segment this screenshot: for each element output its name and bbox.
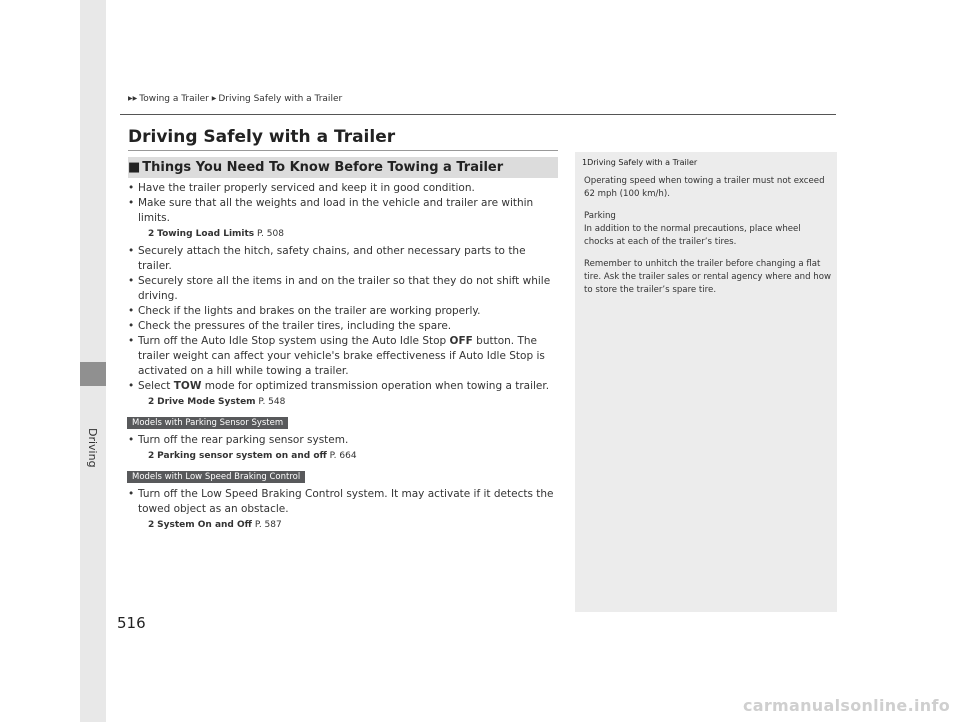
reference-title: Parking sensor system on and off: [157, 451, 327, 461]
page-title: Driving Safely with a Trailer: [128, 127, 396, 147]
model-badge-parking-sensor: Models with Parking Sensor System: [127, 417, 288, 429]
chapter-tab: [80, 0, 106, 722]
reference-page: P. 508: [254, 229, 284, 239]
reference-title: System On and Off: [157, 520, 252, 530]
tow-text-after: mode for optimized transmission operation when towing a trailer.: [201, 380, 550, 392]
list-item-auto-idle-stop: [128, 334, 562, 379]
reference-title: Towing Load Limits: [157, 229, 255, 239]
breadcrumb-item-towing[interactable]: Towing a Trailer: [139, 94, 209, 104]
model-badge-low-speed-braking: Models with Low Speed Braking Control: [127, 471, 305, 483]
reference-icon: 2: [148, 397, 155, 407]
section-heading: [128, 157, 558, 178]
breadcrumb: [128, 94, 342, 104]
reference-title: Drive Mode System: [157, 397, 256, 407]
cross-reference-parking-sensor[interactable]: [128, 449, 562, 463]
list-item: • Turn off the rear parking sensor system.: [128, 433, 562, 448]
square-bullet-icon: ■: [128, 160, 141, 175]
reference-icon: 2: [148, 451, 155, 461]
reference-icon: 2: [148, 520, 155, 530]
list-item: • Check the pressures of the trailer tires, including the spare.: [128, 319, 562, 334]
note-icon: 1: [582, 158, 588, 167]
reference-icon: 2: [148, 229, 155, 239]
list-item: • Securely store all the items in and on the trailer so that they do not shift while driving.: [128, 274, 562, 304]
list-item: • Securely attach the hitch, safety chains, and other necessary parts to the trailer.: [128, 244, 562, 274]
idle-stop-text-before: Turn off the Auto Idle Stop system using the Auto Idle Stop: [138, 335, 450, 347]
note-subheading: Parking: [584, 211, 616, 221]
reference-page: P. 587: [251, 520, 282, 530]
list-item: • Make sure that all the weights and load in the vehicle and trailer are within limits.: [128, 196, 562, 226]
header-rule: [120, 114, 836, 115]
tow-mode-label: TOW: [173, 380, 202, 392]
watermark: carmanualsonline.info: [742, 696, 950, 715]
breadcrumb-arrow-icon: ▶: [211, 95, 217, 102]
list-item: • Turn off the Low Speed Braking Control system. It may activate if it detects the towed object as an obstacle.: [128, 487, 562, 517]
note-paragraph: In addition to the normal precautions, place wheel chocks at each of the trailer’s tires.: [584, 224, 801, 247]
note-heading: [582, 158, 697, 167]
chapter-label: Driving: [86, 428, 99, 468]
page-number: 516: [117, 614, 146, 632]
cross-reference-drive-mode-system[interactable]: [128, 395, 562, 409]
list-item: • Have the trailer properly serviced and keep it in good condition.: [128, 181, 562, 196]
note-paragraph: Operating speed when towing a trailer must not exceed 62 mph (100 km/h).: [584, 176, 825, 199]
list-item-tow-mode: [128, 379, 562, 394]
idle-stop-text-after: button. The trailer weight can affect your vehicle's brake effectiveness if Auto Idle Stop is activated on a hill while towing a trailer.: [138, 335, 545, 377]
off-button-label: OFF: [449, 335, 473, 347]
reference-page: P. 548: [255, 397, 286, 407]
note-heading-text: Driving Safely with a Trailer: [587, 158, 698, 167]
breadcrumb-item-driving-safely[interactable]: Driving Safely with a Trailer: [218, 94, 343, 104]
note-body: [584, 175, 832, 306]
main-content: [128, 181, 562, 535]
cross-reference-towing-load-limits[interactable]: [128, 227, 562, 241]
cross-reference-system-on-off[interactable]: [128, 518, 562, 532]
chapter-tab-marker: [80, 362, 106, 386]
note-paragraph: Remember to unhitch the trailer before changing a flat tire. Ask the trailer sales or rental agency where and how to store the trailer’s spare tire.: [584, 259, 831, 295]
breadcrumb-arrow-icon: ▶▶: [128, 95, 138, 102]
title-rule: [128, 150, 558, 151]
reference-page: P. 664: [326, 451, 357, 461]
tow-text-before: Select: [138, 380, 171, 392]
section-heading-text: Things You Need To Know Before Towing a Trailer: [142, 160, 504, 175]
list-item: • Check if the lights and brakes on the trailer are working properly.: [128, 304, 562, 319]
